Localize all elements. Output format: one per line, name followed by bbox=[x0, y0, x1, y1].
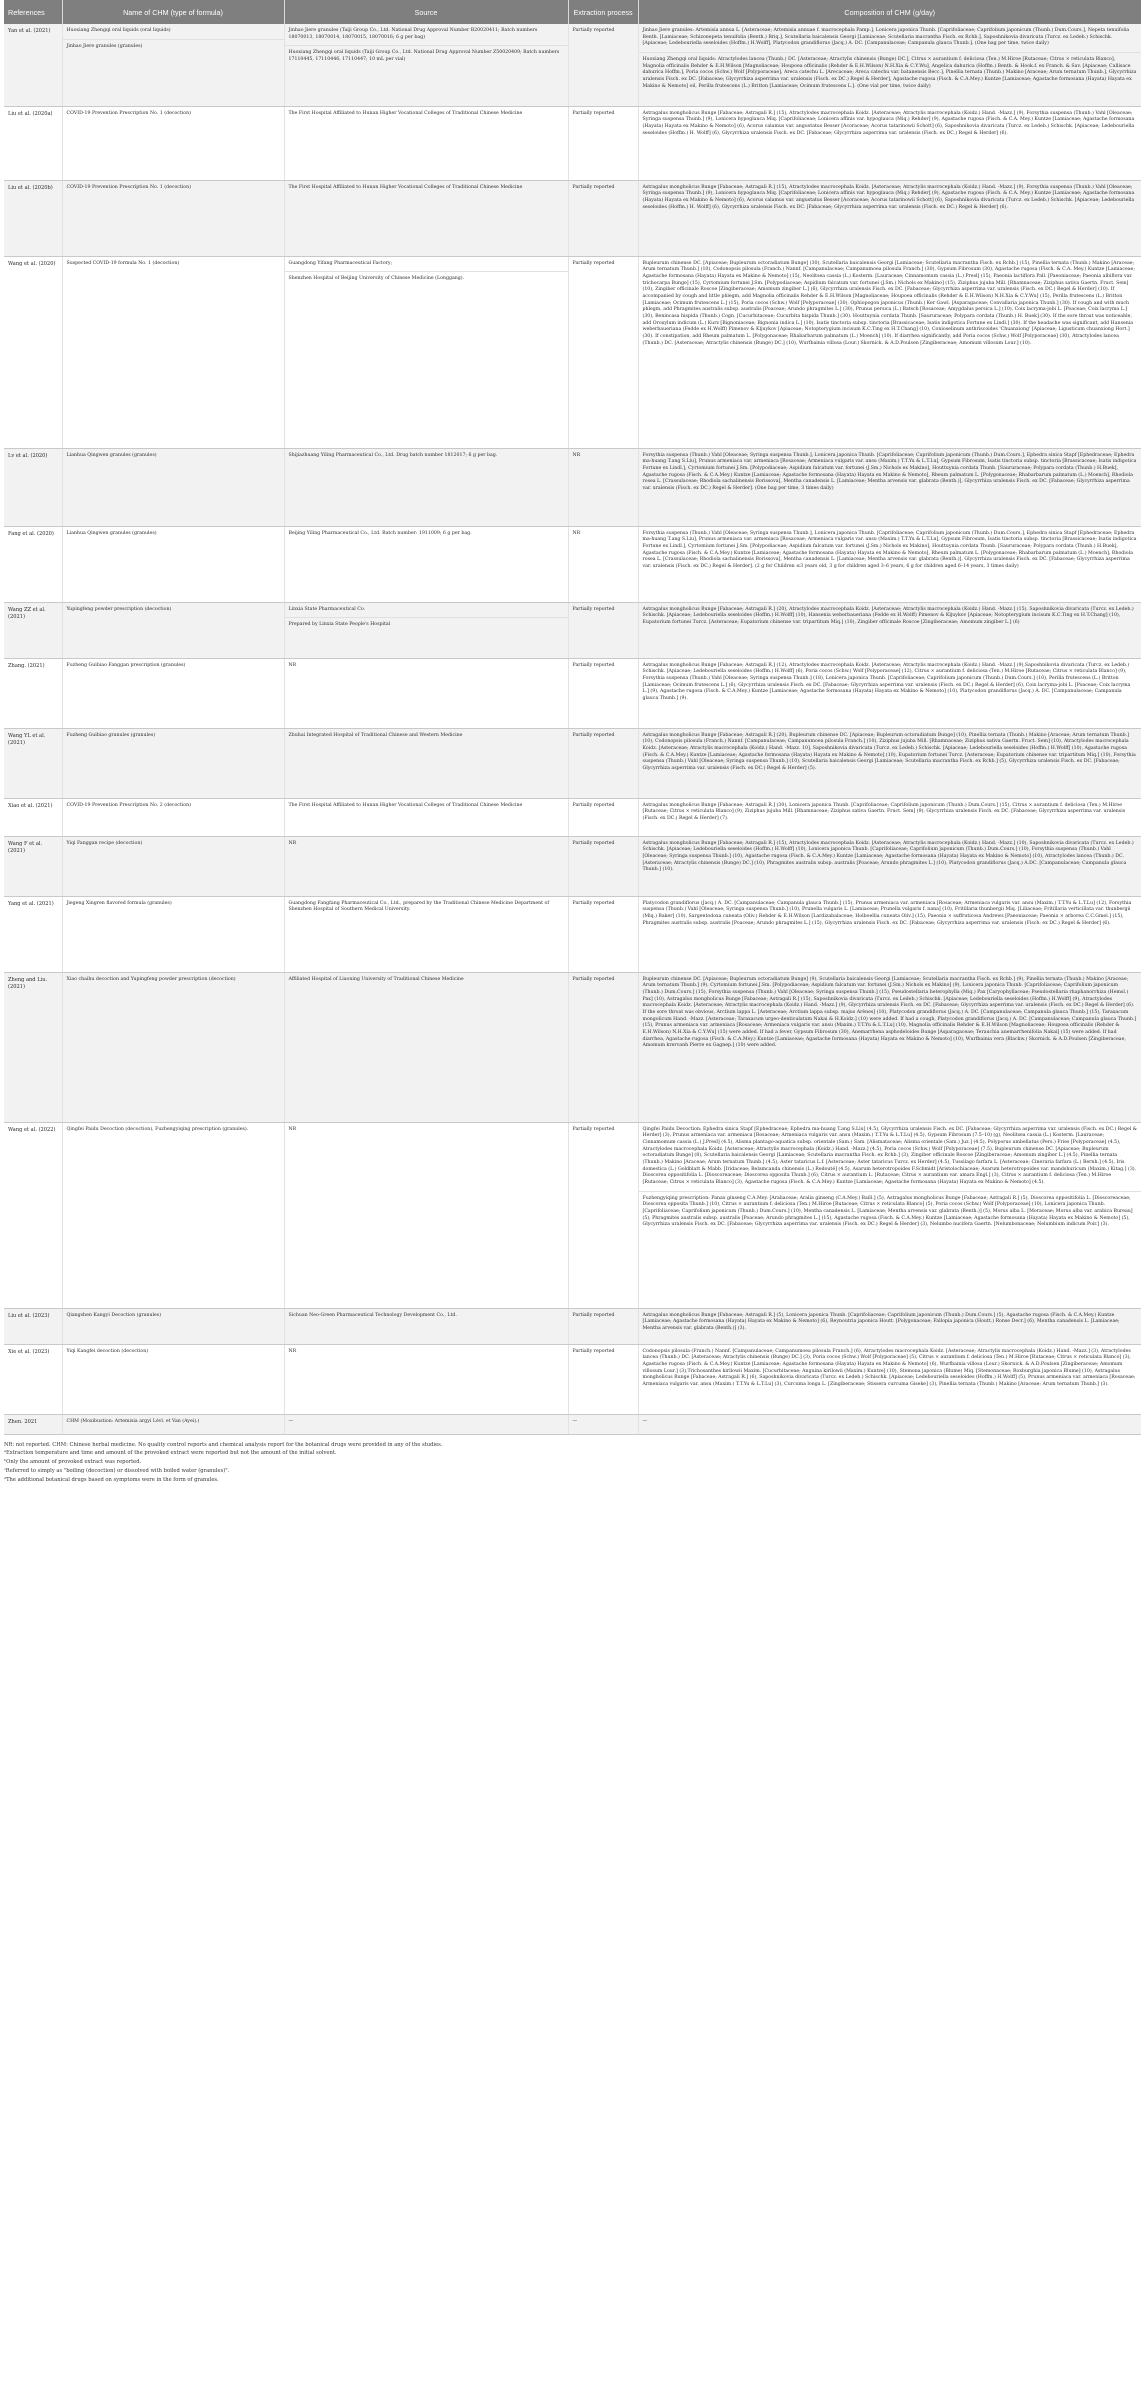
cell-composition-text: Qingfei Paidu Decoction: Ephedra sinica Stapf [Ephedraceae; Ephedra ma-huang T.ang S.Liu] (4.5), Glycyrrhiza uralensis Fisch. ex DC. [Fabaceae; Glycyrrhiza asperrima var. uralensis (Fisch. ex DC.) Regel & Herder] (3), Prunus armeniaca var. armeniaca [Rosaceae; Armeniaca vulgaris var. ansu (Maxim.) T.T.Yu & L.T.Lu] (4.5), Gypsum Fibrosum (7.5–10) (g), Neolitsea cassia (L.) Kosterm. [Lauraceae; Cinnamomum cassia (L.) J.Presl] (4.5), Alisma plantago-aquatica subsp. orientale (Sam.) Sam. [Alismataceae; Alisma orientale (Sam.) Juz.] (4.5), Polyporus umbellatus (Pers.) Fries [Polyporaceae] (4.5), Atractylodes macrocephala Koidz. [Asteraceae; Atractylis macrocephala (Koidz.) Hand. -Mazz.] (4.5), Poria cocos (Schw.) Wolf [Polyporaceae] (7.5), Bupleurum chinense DC. [Apiaceae; Bupleurum octoradiatum Bunge] (8), Scutellaria baicalensis Georgi [Lamiaceae; Scutellaria macrantha Fisch. ex Rchb.] (3), Zingiber officinale Roscoe [Zingiberaceae; Amomum zingiber L.] (4.5), Pinellia ternata (Thunb.) Makino [Araceae; Arum ternatum Thunb.] (4.5), Aster tataricus L.f. [Asteraceae; Aster tataricus Turcz. ex Herder] (4.5), Tussilago farfara L. [Asteraceae; Cineraria farfara (L.) Bernh.] (4.5), Iris domestica (L.) Goldblatt & Mabb. [Iridaceae; Belamcanda chinensis (L.) Redouté] (4.5), Asarum heterotropoides F.Schmidt [Aristolochiaceae; Asarum heterotropoides var. mandshuricum (Maxim.) Kitag.] (3), Dioscorea oppositifolia L. [Dioscoreaceae; Dioscorea opposita Thunb.] (6), Citrus × aurantium L. [Rutaceae; Citrus × aurantium var. amara Engl.] (3), Citrus × aurantium f. deliciosa (Ten.) M.Hiroe [Rutaceae; Citrus × reticulata Blanco] (3), Agastache rugosa (Fisch. & C.A.Mey.) Kuntze [Lamiaceae; Agastache formosana (Hayata) Hayata ex Makino & Nemoto] (4.5). bbox=[642, 1126, 1137, 1185]
table-row bbox=[4, 256, 1141, 448]
cell-extraction-text: Partially reported bbox=[572, 900, 615, 906]
cell-extraction-text: Partially reported bbox=[572, 260, 615, 266]
cell-reference-text: Yan et al. (2021) bbox=[8, 28, 51, 34]
cell-reference bbox=[4, 526, 62, 602]
table-row bbox=[4, 1414, 1141, 1434]
cell-source bbox=[284, 1308, 568, 1344]
cell-name-text: Yupingfeng powder prescription (decoction) bbox=[66, 606, 172, 612]
table-row bbox=[4, 658, 1141, 728]
cell-reference-text: Liu et al. (2020b) bbox=[8, 184, 53, 191]
cell-source-text: NR bbox=[288, 1126, 297, 1132]
cell-composition-text: Astragalus mongholicus Bunge [Fabaceae; Astragali R.] (15), Atractylodes macrocephala Koidz. [Asteraceae; Atractylis macrocephala (Koidz.) Hand. -Mazz.] (9), Forsythia suspensa (Thunb.) Vahl [Oleaceae; Syringa suspensa Thunb.] (9), Lonicera hypoglauca Miq. [Caprifoliaceae; Lonicera affinis var. hypoglauca (Miq.) Rehder] (9), Agastache rugosa (Fisch. & C.A. Mey.) Kuntze [Lamiaceae; Agastache formosana (Hayata) Hayata ex Makino & Nemoto] (6), Acorus calamus var. angustatus Besser [Acoraceae; Acorus tatarinowii Schott] (6), Saposhnikovia divaricata (Turcz. ex Ledeb.) Schischk. [Apiaceae; Ledebouriella seseloides (Hoffm.) H. Wolff] (6), Glycyrrhiza uralensis Fisch. ex DC. [Fabaceae; Glycyrrhiza asperrima var. uralensis (Fisch. ex DC.) Regel & Herder] (6). bbox=[642, 110, 1135, 136]
cell-composition bbox=[638, 1414, 1141, 1434]
cell-composition bbox=[638, 1308, 1141, 1344]
cell-name bbox=[62, 1122, 284, 1308]
cell-source-secondary: Shenzhen Hospital of Beijing University of Chinese Medicine (Longgang). bbox=[285, 271, 568, 283]
cell-source bbox=[284, 836, 568, 896]
cell-source bbox=[284, 972, 568, 1122]
header-name: Name of CHM (type of formula) bbox=[62, 0, 284, 24]
cell-extraction bbox=[568, 798, 638, 836]
cell-reference bbox=[4, 1308, 62, 1344]
cell-extraction-text: Partially reported bbox=[572, 1312, 615, 1318]
cell-composition-text: Jinhao Jiere granules: Artemisia annua L. [Asteraceae; Artemisia annuae f. macrocephala Pamp.], Lonicera japonica Thunb. [Caprifoliaceae; Caprifolium japonicum (Thunb.) Dum.Cours.], Nepeta tenuifolia Benth. [Lamiaceae; Schizonepeta tenuifolia (Benth.) Briq.], Scutellaria baicalensis Georgi [Lamiaceae; Scutellaria macrantha Fisch. ex Rchb.], Saposhnikovia divaricata (Turcz. ex Ledeb.) Schischk. [Apiaceae; Ledebouriella seseloides (Hoffm.) H.Wolff], Platycodon grandiflorus (Jacq.) A. DC. [Campanulaceae; Campanula glauca Thunb.]. (One bag per time, twice daily) bbox=[642, 28, 1130, 47]
cell-composition bbox=[638, 526, 1141, 602]
cell-source-text: — bbox=[288, 1418, 294, 1424]
cell-source-text: Shijiazhuang Yiling Pharmaceutical Co., Ltd. Drug batch number 1812017; 6 g per bag. bbox=[288, 452, 498, 458]
cell-composition-text: Astragalus mongholicus Bunge [Fabaceae; Astragali R.] (15), Atractylodes macrocephala Koidz. [Asteraceae; Atractylis macrocephala (Koidz.) Hand. -Mazz.] (10), Saposhnikovia divaricata (Turcz. ex Ledeb.) Schischk. [Apiaceae; Ledebouriella seseloides (Hoffm.) H.Wolff] (10), Lonicera japonica Thunb. [Caprifoliaceae; Caprifolium japonicum (Thunb.) Dum.Cours.] (10), Forsythia suspensa (Thunb.) Vahl [Oleaceae; Syringa suspensa Thunb.] (10), Agastache rugosa (Fisch. & C.A.Mey.) Kuntze [Lamiaceae; Agastache formosana (Hayata) Hayata ex Makino & Nemoto] (10), Atractylodes lancea (Thunb.) DC. [Asteraceae; Atractylis chinensis (Bunge) DC.] (10), Phragmites australis subsp. australis [Poaceae; Arundo phragmites L.] (10), Platycodon grandiflorus (Jacq.) A.DC. [Campanulaceae; Campanula glauca Thunb.] (10). bbox=[642, 840, 1134, 873]
cell-source bbox=[284, 180, 568, 256]
cell-reference bbox=[4, 798, 62, 836]
cell-name-text: COVID-19 Prevention Prescription No. 2 (decoction) bbox=[66, 802, 191, 808]
table-row bbox=[4, 106, 1141, 180]
table-row bbox=[4, 1344, 1141, 1414]
cell-reference bbox=[4, 180, 62, 256]
cell-extraction bbox=[568, 658, 638, 728]
footnotes bbox=[4, 1441, 1141, 1485]
cell-name bbox=[62, 972, 284, 1122]
cell-name bbox=[62, 526, 284, 602]
cell-extraction bbox=[568, 180, 638, 256]
table-row bbox=[4, 448, 1141, 526]
cell-source-secondary: Huoxiang Zhengqi oral liquids (Taiji Group Co., Ltd. National Drug Approval Number Z50020409; Batch numbers 17110445, 17110446, 17110447; 10 mL per vial) bbox=[285, 45, 568, 63]
cell-source-text: Affiliated Hospital of Liaoning University of Traditional Chinese Medicine bbox=[288, 976, 464, 982]
table-row bbox=[4, 526, 1141, 602]
cell-composition bbox=[638, 256, 1141, 448]
cell-source-secondary: Prepared by Linxia State People's Hospital bbox=[285, 617, 568, 629]
cell-extraction-text: Partially reported bbox=[572, 110, 615, 116]
cell-extraction bbox=[568, 448, 638, 526]
cell-composition-text: Bupleurum chinense DC. [Apiaceae; Bupleurum octoradiatum Bunge] (30), Scutellaria baicalensis Georgi [Lamiaceae; Scutellaria macrantha Fisch. ex Rchb.] (15), Pinellia ternata (Thunb.) Makino [Araceae; Arum ternatum Thunb.] (10), Codonopsis pilosula (Franch.) Nannf. [Campanulaceae; Campanumoea pilosula Franch.] (30), Gypsum Fibrosum (30), Agastache rugosa (Fisch. & C.A. Mey.) Kuntze [Lamiaceae; Agastache formosana (Hayata) Hayata ex Makino & Nemoto] (15), Neolitsea cassia (L.) Kosterm. [Lauraceae; Cinnamomum cassia (L.) Presl] (15), Paeonia lactiflora Pall. [Paeoniaceae; Paeonia albiflora var. trichocarpa Bunge] (15), Cyrtomium fortunei J.Sm. [Polypodiaceae; Aspidium falcatum var. fortunei (J.Sm.) Nichols ex Makino] (15), Ziziphus jujuba Mill. [Rhamnaceae; Ziziphus sativa Gaertn. Fruct. Sem] (10), Zingiber officinale Roscoe [Zingiberaceae; Amomum zingiber L.] (6), Glycyrrhiza uralensis Fisch. ex DC. [Fabaceae; Glycyrrhiza asperrima var. uralensis (Fisch. ex DC.) Regel & Herder] (10). If accompanied by cough and little phlegm, add Magnolia officinalis Rehder & E.H.Wilson [Magnoliaceae; Houpoea officinalis (Rehder & E.H.Wilson) N.H.Xia & C.Y.Wu] (15), Perilla frutescens (L.) Britton [Lamiaceae; Ocimum frutescens L.] (15), Poria cocos (Schw.) Wolf [Polyporaceae] (30), Ophiopogon japonicus (Thunb.) Ker Gawl. [Asparagaceae; Convallaria japonica Thunb.] (30). If cough and with much phlegm, add Phragmites australis subsp. australis [Poaceae; Arundo phragmites L.] (30), Prunus persica (L.) Batsch [Rosaceae; Amygdalus persica L.] (10), Coix lacryma-jobi L. [Poaceae; Coix lacryma L.] (30), Benincasa hispida (Thunb.) Cogn. [Cucurbitaceae; Cucurbita hispida Thunb.] (30). Houttuynia cordata Thunb. [Saururaceae; Polypara cordata (Thunb.) H. Buek] (30). If the sore throat was noticeable, add Oroxylum indicum (L.) Kurz [Bignoniaceae; Bignonia indica L.] (10), Isatis tinctoria subsp. tinctoria [Brassicaceae; Isatis indigotica Fortune ex Lindl.] (30). If the headache was significant, add Hansenia weberbaueriana (Fedde ex H.Wolff) Pimenov & Kljuykov [Apiaceae; Notopterygium incisum K.C.Ting ex H.T.Chang] (10), Conioselinum anthriscoides 'Chuanxiong' [Apiaceae; Ligusticum chuanxiong Hort.] (30). If constipation, add Rheum palmatum L. [Polygonaceae; Rhabarbarum palmatum (L.) Moench] (10). If diarrhea significantly, add Poria cocos (Schw.) Wolf [Polyporaceae] (30), Atractylodes lancea (Thunb.) DC. [Asteraceae; Atractylis chinensis (Bunge) DC.] (10), Wurfbainia villosa (Lour.) Skornick. & A.D.Poulsen [Zingiberaceae; Amomum villosum Lour.] (10). bbox=[642, 260, 1135, 346]
cell-extraction bbox=[568, 1414, 638, 1434]
cell-source bbox=[284, 106, 568, 180]
cell-composition bbox=[638, 972, 1141, 1122]
cell-composition bbox=[638, 1122, 1141, 1308]
cell-extraction-text: NR bbox=[572, 452, 581, 458]
cell-reference-text: Wang ZZ et al. (2021) bbox=[8, 606, 46, 620]
cell-extraction bbox=[568, 602, 638, 658]
cell-reference bbox=[4, 658, 62, 728]
cell-source-text: Guangdong Yifang Pharmaceutical Factory; bbox=[288, 260, 393, 266]
table-body bbox=[4, 24, 1141, 1434]
cell-source-text: Jinhao Jiere granules (Taiji Group Co., Ltd. National Drug Approval Number B20020411; Batch numbers 18070013, 18070014, 18070015, 18070016; 6 g per bag) bbox=[288, 28, 538, 40]
cell-reference-text: Liu et al. (2020a) bbox=[8, 110, 53, 117]
cell-reference-text: Zhang. (2021) bbox=[8, 662, 45, 669]
cell-name-text: Suspected COVID-19 formula No. 1 (decoction) bbox=[66, 260, 180, 266]
cell-extraction bbox=[568, 836, 638, 896]
cell-name-text: Jiegeng Xingren flavored formula (granules) bbox=[66, 900, 172, 906]
table-row bbox=[4, 972, 1141, 1122]
cell-reference bbox=[4, 1122, 62, 1308]
cell-extraction bbox=[568, 1344, 638, 1414]
cell-reference-text: Fang et al. (2020) bbox=[8, 530, 54, 537]
cell-composition bbox=[638, 602, 1141, 658]
cell-reference bbox=[4, 836, 62, 896]
cell-source-text: Guangdong Fangfang Pharmaceutical Co., Ltd., prepared by the Traditional Chinese Medicine Department of Shenzhen Hospital of Southern Medical University. bbox=[288, 900, 550, 913]
cell-reference-text: Xie et al. (2023) bbox=[8, 1348, 50, 1355]
cell-extraction bbox=[568, 1308, 638, 1344]
cell-reference bbox=[4, 602, 62, 658]
cell-extraction bbox=[568, 106, 638, 180]
cell-composition bbox=[638, 180, 1141, 256]
cell-composition-text: Codonopsis pilosula (Franch.) Nannf. [Campanulaceae; Campanumoea pilosula Franch.] (6), Atractylodes macrocephala Koidz. [Asteraceae; Atractylis macrocephala (Koidz.) Hand. -Mazz.] (3), Atractylodes lancea (Thunb.) DC. [Asteraceae; Atractylis chinensis (Bunge) DC.] (3), Poria cocos (Schw.) Wolf [Polyporaceae] (5), Citrus × aurantium f. deliciosa (Ten.) M.Hiroe [Rutaceae; Citrus × reticulata Blanco] (3), Agastache rugosa (Fisch. & C.A.Mey.) Kuntze [Lamiaceae; Agastache formosana (Hayata) Hayata ex Makino & Nemoto] (6), Wurfbainia villosa (Lour.) Skornick. & A.D.Poulsen [Zingiberaceae; Amomum villosum Lour.] (3),Trichosanthes kirilowii Maxim. [Cucurbitaceae; Anguina kirilowii (Maxim.) Kuntze] (10), Stemona japonica (Blume) Miq. [Stemonaceae; Roxburghia japonica Blume] (10), Astragalus mongholicus Bunge [Fabaceae; Astragali R.] (6), Saposhnikovia divaricata (Turcz. ex Ledeb.) Schischk. [Apiaceae; Ledebouriella seseloides (Hoffm.) H.Wolff] (5), Prunus armeniaca var. armeniaca [Rosaceae; Armeniaca vulgaris var. ansu (Maxim.) T.T.Yu & L.T.Lu] (3), Curcuma longa L. [Zingiberaceae; Stissera curcuma Giseke] (3), Pinellia ternata (Thunb.) Makino [Araceae; Arum ternatum Thunb.] (3). bbox=[642, 1348, 1136, 1387]
cell-composition-text: Astragalus mongholicus Bunge [Fabaceae; Astragali R.] (30), Lonicera japonica Thunb. [Caprifoliaceae; Caprifolium japonicum (Thunb.) Dum.Cours.] (15), Citrus × aurantium f. deliciosa (Ten.) M.Hiroe [Rutaceae; Citrus × reticulata Blanco] (9), Ziziphus jujuba Mill. [Rhamnaceae; Ziziphus sativa Gaertn. Fruct. Sem] (9), Glycyrrhiza uralensis Fisch. ex DC. [Fabaceae; Glycyrrhiza asperrima var. uralensis (Fisch. ex DC.) Regel & Herder] (7). bbox=[642, 802, 1126, 821]
cell-composition-text: Astragalus mongholicus Bunge [Fabaceae; Astragali R.] (12), Atractylodes macrocephala Koidz. [Asteraceae; Atractylis macrocephala (Koidz.) Hand. -Mazz.] (9),Saposhnikovia divaricata (Turcz. ex Ledeb.) Schischk. [Apiaceae; Ledebouriella seseloides (Hoffm.) H.Wolff] (6), Poria cocos (Schw.) Wolf [Polyporaceae] (12), Citrus × aurantium f. deliciosa (Ten.) M.Hiroe [Rutaceae; Citrus × reticulata Blanco] (9), Forsythia suspensa (Thunb.) Vahl [Oleaceae; Syringa suspensa Thunb.] (18), Lonicera japonica Thunb. [Caprifoliaceae; Caprifolium japonicum (Thunb.) Dum.Cours.] (10), Perilla frutescens (L.) Britton [Lamiaceae; Ocimum frutescens L.] (6), Glycyrrhiza uralensis Fisch. ex DC. [Fabaceae; Glycyrrhiza asperrima var. uralensis (Fisch. ex DC.) Regel & Herder] (6), Coix lacryma-jobi L. [Poaceae; Coix lacryma L.] (9), Agastache rugosa (Fisch. & C.A.Mey.) Kuntze [Lamiaceae; Agastache formosana (Hayata) Hayata ex Makino & Nemoto] (10), Platycodon grandiflorus (Jacq.) A. DC. [Campanulaceae; Campanula glauca Thunb.] (9). bbox=[642, 662, 1131, 701]
cell-source-text: Sichuan Neo-Green Pharmaceutical Technology Development Co., Ltd. bbox=[288, 1312, 457, 1318]
cell-composition bbox=[638, 798, 1141, 836]
table-header bbox=[4, 0, 1141, 24]
cell-name-text: COVID-19 Prevention Prescription No. 1 (decoction) bbox=[66, 184, 191, 190]
cell-name bbox=[62, 658, 284, 728]
cell-reference bbox=[4, 448, 62, 526]
cell-composition bbox=[638, 896, 1141, 972]
cell-reference bbox=[4, 256, 62, 448]
cell-source bbox=[284, 658, 568, 728]
cell-name bbox=[62, 106, 284, 180]
cell-reference bbox=[4, 896, 62, 972]
cell-name-text: Lianhua Qingwen granules (granules) bbox=[66, 452, 157, 458]
cell-name bbox=[62, 896, 284, 972]
cell-source bbox=[284, 896, 568, 972]
cell-extraction-text: Partially reported bbox=[572, 28, 615, 33]
cell-reference-text: Wang et al. (2022) bbox=[8, 1126, 56, 1133]
cell-source bbox=[284, 256, 568, 448]
cell-extraction bbox=[568, 728, 638, 798]
cell-extraction-text: Partially reported bbox=[572, 1348, 615, 1354]
cell-composition-secondary: Huoxiang Zhengqi oral liquids: Atractylodes lancea (Thunb.) DC. [Asteraceae; Atractylis chinensis (Bunge) DC.], Citrus × aurantium f. deliciosa (Ten.) M.Hiroe [Rutaceae; Citrus × reticulata Blanco], Magnolia officinalis Rehder & E.H.Wilson [Magnoliaceae; Houpoea officinalis (Rehder & E.H.Wilson) N.H.Xia & C.Y.Wu], Angelica dahurica (Hoffm.) Benth. & Hook.f. ex Franch. & Sav. [Apiaceae; Callisace dahurica Hoffm.], Poria cocos (Schw.) Wolf [Polyporaceae], Areca catechu L. [Arecaceae; Areca catechu var. batanensis Becc.], Pinellia ternata (Thunb.) Makino [Araceae; Arum ternatum Thunb.], Glycyrrhiza uralensis Fisch. ex DC. [Fabaceae; Glycyrrhiza asperrima var. uralensis (Fisch. ex DC.) Regel & Herder], Agastache rugosa (Fisch. & C.A.Mey.) Kuntze [Lamiaceae; Agastache formosana (Hayata) Hayata ex Makino & Nemoto] oil, Perilla frutescens (L.) Britton [Lamiaceae; Ocimum frutescens L.]. (One vial per time, twice daily) bbox=[639, 52, 1142, 90]
cell-extraction bbox=[568, 256, 638, 448]
cell-reference-text: Lv et al. (2020) bbox=[8, 452, 48, 459]
table-row bbox=[4, 896, 1141, 972]
cell-reference bbox=[4, 1414, 62, 1434]
cell-extraction-text: Partially reported bbox=[572, 184, 615, 190]
cell-reference bbox=[4, 728, 62, 798]
cell-source-text: The First Hospital Affiliated to Hunan Higher Vocational Colleges of Traditional Chinese Medicine bbox=[288, 802, 523, 808]
cell-extraction-text: Partially reported bbox=[572, 1126, 615, 1132]
cell-composition-text: Astragalus mongholicus Bunge [Fabaceae; Astragali R.] (20), Atractylodes macrocephala Koidz. [Asteraceae; Atractylis macrocephala (Koidz.) Hand. -Mazz.] (15), Saposhnikovia divaricata (Turcz. ex Ledeb.) Schischk. [Apiaceae; Ledebouriella seseloides (Hoffm.) H.Wolff] (10), Hansenia weberbaueriana (Fedde ex H.Wolff) Pimenov & Kljuykov [Apiaceae; Notopterygium incisum K.C.Ting ex H.T.Chang] (10), Eupatorium fortunei Turcz. [Asteraceae; Eupatorium chinense var. tripartitum Miq.] (10), Zingiber officinale Roscoe [Zingiberaceae; Amomum zingiber L.] (6) bbox=[642, 606, 1134, 625]
table-row bbox=[4, 728, 1141, 798]
header-references: References bbox=[4, 0, 62, 24]
cell-extraction bbox=[568, 896, 638, 972]
cell-name-text: Lianhua Qingwen granules (granules) bbox=[66, 530, 157, 536]
chm-table bbox=[4, 0, 1141, 1435]
cell-name bbox=[62, 180, 284, 256]
cell-extraction-text: Partially reported bbox=[572, 840, 615, 846]
cell-source bbox=[284, 1344, 568, 1414]
cell-source bbox=[284, 1414, 568, 1434]
cell-source-text: The First Hospital Affiliated to Hunan Higher Vocational Colleges of Traditional Chinese Medicine bbox=[288, 110, 523, 116]
table-row bbox=[4, 798, 1141, 836]
cell-composition bbox=[638, 836, 1141, 896]
cell-name bbox=[62, 1344, 284, 1414]
cell-extraction-text: Partially reported bbox=[572, 732, 615, 738]
cell-composition-text: — bbox=[642, 1418, 648, 1424]
cell-name-text: Huoxiang Zhengqi oral liquids (oral liquids) bbox=[66, 28, 171, 33]
cell-reference-text: Wang F et al. (2021) bbox=[8, 840, 43, 854]
cell-name bbox=[62, 256, 284, 448]
cell-source-text: NR bbox=[288, 1348, 297, 1354]
cell-name bbox=[62, 448, 284, 526]
cell-name-text: COVID-19 Prevention Prescription No. 1 (decoction) bbox=[66, 110, 191, 116]
cell-composition bbox=[638, 448, 1141, 526]
header-source: Source bbox=[284, 0, 568, 24]
table-row bbox=[4, 1308, 1141, 1344]
cell-reference-text: Wang YL et al. (2021) bbox=[8, 732, 46, 746]
footnote: NR: not reported. CHM: Chinese herbal medicine. No quality control reports and chemical analysis report for the botanical drugs were provided in any of the studies. bbox=[4, 1441, 443, 1448]
cell-extraction-text: Partially reported bbox=[572, 802, 615, 808]
cell-source-text: NR bbox=[288, 662, 297, 668]
cell-name-text: Xiao chaihu decoction and Yupingfeng powder prescription (decoction) bbox=[66, 976, 236, 982]
cell-name-text: Qingfei Paidu Decoction (decoction), Fuzhengyiqing prescription (granules). bbox=[66, 1126, 249, 1132]
cell-name bbox=[62, 1308, 284, 1344]
cell-reference bbox=[4, 106, 62, 180]
header-extraction: Extraction process bbox=[568, 0, 638, 24]
cell-reference-text: Zhen. 2021 bbox=[8, 1418, 38, 1425]
cell-source bbox=[284, 24, 568, 106]
table-row bbox=[4, 180, 1141, 256]
cell-source bbox=[284, 728, 568, 798]
cell-extraction-text: NR bbox=[572, 530, 581, 536]
cell-composition-secondary: Fuzhengyiqing prescription: Panax ginseng C.A.Mey. [Araliaceae; Aralia ginseng (C.A.Mey.) Baill.] (5), Astragalus mongholicus Bunge [Fabaceae; Astragali R.] (5), Dioscorea oppositifolia L. [Dioscoreaceae; Dioscorea opposita Thunb.] (10), Citrus × aurantium f. deliciosa (Ten.) M.Hiroe [Rutaceae; Citrus × reticulata Blanco] (5), Poria cocos (Schw.) Wolf [Polyporaceae] (10), Lonicera japonica Thunb. [Caprifoliaceae; Caprifolium japonicum (Thunb.) Dum.Cours.] (10), Mentha canadensis L. [Lamiaceae; Mentha arvensis var. glabrata (Benth.)] (5), Morus alba L. [Moraceae; Morus alba var. arabica Bureau] (5), Phragmites australis subsp. australis [Poaceae; Arundo phragmites L.] (15), Agastache rugosa (Fisch. & C.A.Mey.) Kuntze [Lamiaceae; Agastache formosana (Hayata) Hayata ex Makino & Nemoto] (5), Glycyrrhiza uralensis Fisch. ex DC. [Fabaceae; Glycyrrhiza asperrima var. uralensis (Fisch. ex DC.) Regel & Herder] (3), Nelumbo nucifera Gaertn. [Nelumbonaceae; Nelumbium indicum Poir.] (3). bbox=[639, 1191, 1142, 1229]
cell-source bbox=[284, 526, 568, 602]
cell-extraction bbox=[568, 972, 638, 1122]
cell-name bbox=[62, 798, 284, 836]
cell-reference-text: Liu et al. (2023) bbox=[8, 1312, 50, 1319]
cell-reference-text: Wang et al. (2020) bbox=[8, 260, 56, 267]
cell-name bbox=[62, 1414, 284, 1434]
cell-source-text: Zhuhai Integrated Hospital of Traditional Chinese and Western Medicine bbox=[288, 732, 463, 738]
cell-name-text: Yiqi Fanggan recipe (decoction) bbox=[66, 840, 143, 846]
footnote: ᵈThe additional botanical drugs based on symptoms were in the form of granules. bbox=[4, 1476, 219, 1483]
cell-extraction-text: Partially reported bbox=[572, 976, 615, 982]
cell-extraction bbox=[568, 24, 638, 106]
footnote: ᶜReferred to simply as "boiling (decoction) or dissolved with boiled water (granules)". bbox=[4, 1468, 230, 1475]
cell-source-text: NR bbox=[288, 840, 297, 846]
cell-extraction-text: — bbox=[572, 1418, 578, 1424]
cell-composition-text: Astragalus mongholicus Bunge [Fabaceae; Astragali R.] (15), Atractylodes macrocephala Koidz. [Asteraceae; Atractylis macrocephala (Koidz.) Hand. -Mazz.] (9), Forsythia suspensa (Thunb.) Vahl [Oleaceae; Syringa suspensa Thunb.] (9), Lonicera hypoglauca Miq. [Caprifoliaceae; Lonicera affinis var. hypoglauca (Miq.) Rehder] (9), Agastache rugosa (Fisch. & C.A. Mey.) Kuntze [Lamiaceae; Agastache formosana (Hayata) Hayata ex Makino & Nemoto] (6), Acorus calamus var. angustatus Besser [Acoraceae; Acorus tatarinowii Schott] (6), Saposhnikovia divaricata (Turcz. ex Ledeb.) Schischk. [Apiaceae; Ledebouriella seseloides (Hoffm.) H. Wolff] (6), Glycyrrhiza uralensis Fisch. ex DC. [Fabaceae; Glycyrrhiza asperrima var. uralensis (Fisch. ex DC.) Regel & Herder] (6). bbox=[642, 184, 1135, 210]
cell-composition bbox=[638, 728, 1141, 798]
cell-name-text: Yiqi Kangfei decoction (decoction) bbox=[66, 1348, 149, 1354]
cell-name-text: Qiangshen Kangyi Decoction (granules) bbox=[66, 1312, 162, 1318]
cell-reference-text: Yang et al. (2021) bbox=[8, 900, 54, 907]
cell-composition-text: Astragalus mongholicus Bunge [Fabaceae; Astragali R.] (5), Lonicera japonica Thunb. [Caprifoliaceae; Caprifolium japonicum (Thunb.) Dum.Cours.] (5), Agastache rugosa (Fisch. & C.A.Mey.) Kuntze [Lamiaceae; Agastache formosana (Hayata) Hayata ex Makino & Nemoto] (6), Reynoutria japonica Houtt. [Polygonaceae; Fallopia japonica (Houtt.) Ronse Decr.] (6), Mentha canadensis L. [Lamiaceae; Mentha arvensis var. glabrata (Benth.)] (3). bbox=[642, 1312, 1120, 1331]
cell-reference bbox=[4, 1344, 62, 1414]
cell-composition bbox=[638, 658, 1141, 728]
cell-name-text: Fuzheng Guibiao Fanggan prescription (granules) bbox=[66, 662, 186, 668]
cell-name bbox=[62, 728, 284, 798]
cell-reference bbox=[4, 972, 62, 1122]
cell-composition bbox=[638, 24, 1141, 106]
cell-reference-text: Zheng and Liu. (2021) bbox=[8, 976, 48, 990]
cell-source-text: Beijing Yiling Pharmaceutical Co., Ltd. Batch number: 1911009; 6 g per bag. bbox=[288, 530, 472, 536]
cell-name bbox=[62, 602, 284, 658]
table-row bbox=[4, 24, 1141, 106]
table-row bbox=[4, 1122, 1141, 1308]
cell-name bbox=[62, 836, 284, 896]
cell-extraction-text: Partially reported bbox=[572, 606, 615, 612]
cell-name-text: CHM (Moxibustion: Artemisia argyi Lévl. et Van (Ayei).) bbox=[66, 1418, 200, 1424]
cell-source bbox=[284, 1122, 568, 1308]
cell-composition-text: Platycodon grandiflorus (Jacq.) A. DC. [Campanulaceae; Campanula glauca Thunb.] (15), Prunus armeniaca var. armeniaca [Rosaceae; Armeniaca vulgaris var. ansu (Maxim.) T.T.Yu & L.T.Lu] (12), Forsythia suspensa (Thunb.) Vahl [Oleaceae; Syringa suspensa Thunb.] (10), Prunella vulgaris L. [Lamiaceae; Prunella vulgaris f. nana] (10), Fritillaria thunbergii Miq. [Liliaceae; Fritillaria verticillata var. thunbergii (Miq.) Baker] (10), Sargentodoxa cuneata (Oliv.) Rehder & E.H.Wilson [Lardizabalaceae; Holboellia cuneata Oliv.] (15), Paeonia × suffruticosa Andrews [Paeoniaceae; Paeonia × arborea C.C.Gmel.] (15), Phragmites australis subsp. australis [Poaceae; Arundo phragmites L.] (15), Glycyrrhiza uralensis Fisch. ex DC. [Fabaceae; Glycyrrhiza asperrima var. uralensis (Fisch. ex DC.) Regel & Herder] (6). bbox=[642, 900, 1132, 926]
table-row bbox=[4, 836, 1141, 896]
cell-source-text: Linxia State Pharmaceutical Co. bbox=[288, 606, 366, 612]
cell-composition-text: Bupleurum chinense DC. [Apiaceae; Bupleurum octoradiatum Bunge] (9), Scutellaria baicalensis Georgi [Lamiaceae; Scutellaria macrantha Fisch. ex Rchb.] (9), Pinellia ternata (Thunb.) Makino [Araceae; Arum ternatum Thunb.] (9), Cyrtomium fortunei J.Sm. [Polypodiaceae; Aspidium falcatum var. fortunei (J.Sm.) Nichols ex Makino] (9), Lonicera japonica Thunb. [Caprifoliaceae; Caprifolium japonicum (Thunb.) Dum.Cours.] (15), Forsythia suspensa (Thunb.) Vahl [Oleaceae; Syringa suspensa Thunb.] (15), Pseudostellaria heterophylla (Miq.) Pax [Caryophyllaceae; Pseudostellaria rhaphanorrhiza (Hemsl.) Pax] (10), Astragalus mongholicus Bunge [Fabaceae; Astragali R.] (15), Saposhnikovia divaricata (Turcz. ex Ledeb.) Schischk. [Apiaceae; Ledebouriella seseloides (Hoffm.) H.Wolff] (9), Atractylodes macrocephala Koidz. [Asteraceae; Atractylis macrocephala (Koidz.) Hand. -Mazz.] (9), Glycyrrhiza uralensis Fisch. ex DC. [Fabaceae; Glycyrrhiza asperrima var. uralensis (Fisch. ex DC.) Regel & Herder] (6). If the sore throat was obvious, Arctium lappa L. [Asteraceae; Arctium lappa subsp. majus Arènes] (10), Platycodon grandiflorus (Jacq.) A. DC. [Campanulaceae; Campanula glauca Thunb.] (15), Taraxacum mongolicum Hand. -Mazz. [Asteraceae; Taraxacum urgeo-denticulatum Nakai & H.Koidz.] (10) were added. If had a cough, Platycodon grandiflorus (Jacq.) A. DC. [Campanulaceae; Campanula glauca Thunb.] (15), Prunus armeniaca var. armeniaca [Rosaceae; Armeniaca vulgaris var. ansu (Maxim.) T.T.Yu & L.T.Lu] (10), Magnolia officinalis Rehder & E.H.Wilson [Magnoliaceae; Houpoea officinalis (Rehder & E.H.Wilson) N.H.Xia & C.Y.Wu] (15) were added. If had a fever, Gypsum Fibrosum (30), Anemarrhena asphodeloides Bunge [Asparagaceae; Terauchia anemarrhenifolia Nakai] (15) were added. If had diarrhea, Agastache rugosa (Fisch. & C.A.Mey.) Kuntze [Lamiaceae; Agastache formosana (Hayata) Hayata ex Makino & Nemoto] (10), Wurfbainia vera (Blackw.) Skornick. & A.D.Poulsen [Zingiberaceae, Amomum krervanh Pierre ex Gagnep.] (10) were added. bbox=[642, 976, 1137, 1049]
table-row bbox=[4, 602, 1141, 658]
footnote: ᵃExtraction temperature and time and amount of the provoked extract were reported but not the amount of the initial solvent. bbox=[4, 1450, 337, 1457]
cell-source bbox=[284, 798, 568, 836]
cell-composition bbox=[638, 1344, 1141, 1414]
cell-composition-text: Forsythia suspensa (Thunb.) Vahl [Oleaceae; Syringa suspensa Thunb.], Lonicera japonica Thunb. [Caprifoliaceae; Caprifolium japonicum (Thunb.) Dum.Cours.], Ephedra sinica Stapf [Ephedraceae; Ephedra ma-huang T.ang S.Liu], Prunus armeniaca var. armeniaca [Rosaceae; Armeniaca vulgaris var. ansu (Maxim.) T.T.Yu & L.T.Lu], Gypsum Fibrosum, Isatis tinctoria subsp. tinctoria [Brassicaceae; Isatis indigotica Fortune ex Lindl.], Cyrtomium fortunei J.Sm. [Polypodiaceae; Aspidium falcatum var. fortunei (J.Sm.) Nichols ex Makino], Houttuynia cordata Thunb. [Saururaceae; Polypara cordata (Thunb.) H.Buek], Agastache rugosa (Fisch. & C.A.Mey.) Kuntze [Lamiaceae; Agastache formosana (Hayata) Hayata ex Makino & Nemoto], Rheum palmatum L. [Polygonaceae; Rhabarbarum palmatum (L.) Moench], Rhodiola rosea L. [Crassulaceae; Rhodiola sachalinensis Borissova], Mentha canadensis L. [Lamiaceae; Mentha arvensis var. glabrata (Benth.)], Glycyrrhiza uralensis Fisch. ex DC. [Fabaceae; Glycyrrhiza asperrima var. uralensis (Fisch. ex DC.) Regel & Herder]. (One bag per time, 3 times daily) bbox=[642, 452, 1137, 491]
cell-reference-text: Xiao et al. (2021) bbox=[8, 802, 53, 809]
cell-composition bbox=[638, 106, 1141, 180]
cell-source bbox=[284, 602, 568, 658]
cell-name-secondary: Jinhao Jiere granules (granules) bbox=[63, 39, 284, 51]
cell-reference bbox=[4, 24, 62, 106]
header-composition: Composition of CHM (g/day) bbox=[638, 0, 1141, 24]
cell-source-text: The First Hospital Affiliated to Hunan Higher Vocational Colleges of Traditional Chinese Medicine bbox=[288, 184, 523, 190]
cell-name bbox=[62, 24, 284, 106]
cell-composition-text: Forsythia suspensa (Thunb.) Vahl [Oleaceae; Syringa suspensa Thunb.], Lonicera japonica Thunb. [Caprifoliaceae; Caprifolium japonicum (Thunb.) Dum.Cours.], Ephedra sinica Stapf [Ephedraceae; Ephedra ma-huang T.ang S.Liu], Prunus armeniaca var. armeniaca [Rosaceae; Armeniaca vulgaris var. ansu (Maxim.) T.T.Yu & L.T.Lu], Gypsum Fibrosum, Isatis tinctoria subsp. tinctoria [Brassicaceae; Isatis indigotica Fortune ex Lindl.], Cyrtomium fortunei J.Sm. [Polypodiaceae; Aspidium falcatum var. fortunei (J.Sm.) Nichols ex Makino], Houttuynia cordata Thunb. [Saururaceae; Polypara cordata (Thunb.) H.Buek], Agastache rugosa (Fisch. & C.A.Mey.) Kuntze [Lamiaceae; Agastache formosana (Hayata) Hayata ex Makino & Nemoto], Rheum palmatum L. [Polygonaceae; Rhabarbarum palmatum (L.) Moench], Rhodiola rosea L. [Crassulaceae; Rhodiola sachalinensis Borissova], Mentha canadensis L. [Lamiaceae; Mentha arvensis var. glabrata (Benth.)], Glycyrrhiza uralensis Fisch. ex DC. [Fabaceae; Glycyrrhiza asperrima var. uralensis (Fisch. ex DC.) Regel & Herder]. (2 g for Children ≤3 years old, 3 g for children aged 3–6 years, 6 g for children aged 6–14 years, 3 times daily) bbox=[642, 530, 1137, 569]
cell-extraction-text: Partially reported bbox=[572, 662, 615, 668]
cell-extraction bbox=[568, 1122, 638, 1308]
cell-source bbox=[284, 448, 568, 526]
cell-extraction bbox=[568, 526, 638, 602]
footnote: ᵇOnly the amount of provoked extract was reported. bbox=[4, 1459, 142, 1466]
cell-composition-text: Astragalus mongholicus Bunge [Fabaceae; Astragali R.] (20), Bupleurum chinense DC. [Apiaceae; Bupleurum octoradiatum Bunge] (10), Pinellia ternata (Thunb.) Makino [Araceae; Arum ternatum Thunb.] (10), Codonopsis pilosula (Franch.) Nannf. [Campanulaceae; Campanumoea pilosula Franch.] (10), Ziziphus jujuba Mill. [Rhamnaceae; Ziziphus sativa Gaertn. Fruct. Sem] (10), Atractylodes macrocephala Koidz. [Asteraceae; Atractylis macrocephala (Koidz.) Hand. -Mazz. 10], Saposhnikovia divaricata (Turcz. ex Ledeb.) Schischk. [Apiaceae; Ledebouriella seseloides (Hoffm.) H.Wolff] (10), Agastache rugosa (Fisch. & C.A.Mey.) Kuntze [Lamiaceae; Agastache formosana (Hayata) Hayata ex Makino & Nemoto] (10), Eupatorium fortunei Turcz. [Asteraceae; Eupatorium chinense var. tripartitum Miq.] (10), Forsythia suspensa (Thunb.) Vahl [Oleaceae; Syringa suspensa Thunb.] (10), Scutellaria baicalensis Georgi [Lamiaceae; Scutellaria macrantha Fisch. ex Rchb.] (5), Glycyrrhiza uralensis Fisch. ex DC. [Fabaceae; Glycyrrhiza asperrima var. uralensis (Fisch. ex DC.) Regel & Herder] (5). bbox=[642, 732, 1136, 771]
cell-name-text: Fuzheng Guibiao granules (granules) bbox=[66, 732, 156, 738]
